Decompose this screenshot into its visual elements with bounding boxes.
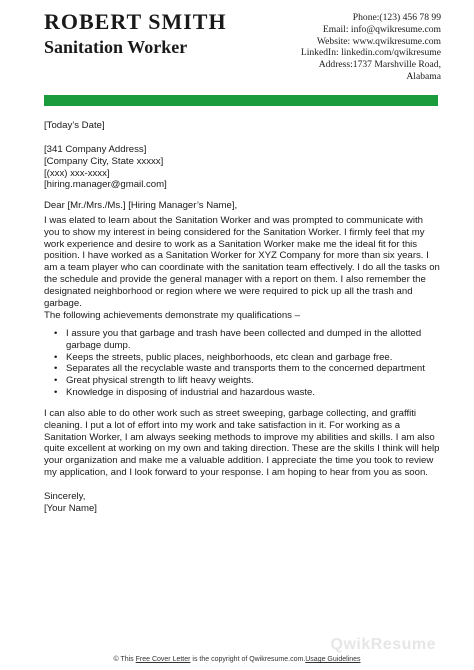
bullet-icon: • [54,375,58,387]
contact-linkedin: LinkedIn: linkedin.com/qwikresume [300,47,441,59]
contact-email: Email: info@qwikresume.com [322,23,441,35]
address-line: [hiring.manager@gmail.com] [44,179,167,191]
list-item: • Keeps the streets, public places, neighborhoods, etc clean and garbage free. [54,351,393,363]
bullet-icon: • [54,328,58,339]
bullet-icon: • [54,351,58,363]
recipient-address [44,144,440,191]
watermark-logo: QwikResume [330,636,436,653]
paragraph-closing: I can also able to do other work such as street sweeping, garbage collecting, and graffiti cleaning. I put a lot of effort into my work and take satisfaction in it. For working as a Sanitation Worker, I am always seeking methods to improve my abilities and skills. I am also quite excellent at working on my own and taking direction. These are the skills I think will help your organization and make me a valuable addition. I appreciate the time you took to review my application, and I look forward to your response. I am hoping to hear from you as soon. [44,408,440,478]
footer-prefix: © This [113,656,136,663]
contact-address-line1: Address:1737 Marshville Road, [318,59,441,71]
applicant-name: ROBERT SMITH [44,9,227,34]
free-cover-letter-link[interactable]: Free Cover Letter [135,656,191,663]
achievements-list [44,328,440,399]
contact-website: Website: www.qwikresume.com [316,35,441,47]
bullet-icon: • [54,386,58,398]
contact-block [301,12,441,83]
footer [0,656,474,663]
closing: Sincerely, [44,491,86,502]
accent-bar [44,95,438,106]
signature: [Your Name] [44,503,97,514]
footer-middle: is the copyright of Qwikresume.com. [190,656,306,663]
letter-date: [Today’s Date] [44,120,105,131]
list-item: • I assure you that garbage and trash have been collected and dumped in the allotted garbage dump. [54,328,422,351]
bullet-icon: • [54,363,58,375]
address-line: [(xxx) xxx-xxxx] [44,167,110,179]
contact-phone: Phone:(123) 456 78 99 [352,12,441,23]
list-item: • Separates all the recyclable waste and transports them to the concerned department [54,363,425,375]
salutation: Dear [Mr./Mrs./Ms.] [Hiring Manager’s Name], [44,200,238,211]
usage-guidelines-link[interactable]: Usage Guidelines [305,656,361,663]
list-item: • Great physical strength to lift heavy weights. [54,375,254,387]
address-line: [Company City, State xxxxx] [44,155,164,167]
achievements-intro: The following achievements demonstrate my qualifications – [44,310,300,321]
contact-address-line2: Alabama [406,70,441,82]
list-item: • Knowledge in disposing of industrial and hazardous waste. [54,386,316,398]
address-line: [341 Company Address] [44,144,147,155]
paragraph-intro: I was elated to learn about the Sanitation Worker and was prompted to communicate with you to show my interest in being considered for the Sanitation Worker. I firmly feel that my work experience and desire to work as a Sanitation Worker make me the ideal fit for this position. I have worked as a Sanitation Worker for XYZ Company for more than six years. I am a team player who can coordinate with the sanitation team effectively. I do all the tasks on the schedule and provide the general manager with a report on them. I also remember the designated neighborhood or region where we were required to pick up all the trash and garbage. [44,215,440,309]
job-title: Sanitation Worker [44,37,188,57]
